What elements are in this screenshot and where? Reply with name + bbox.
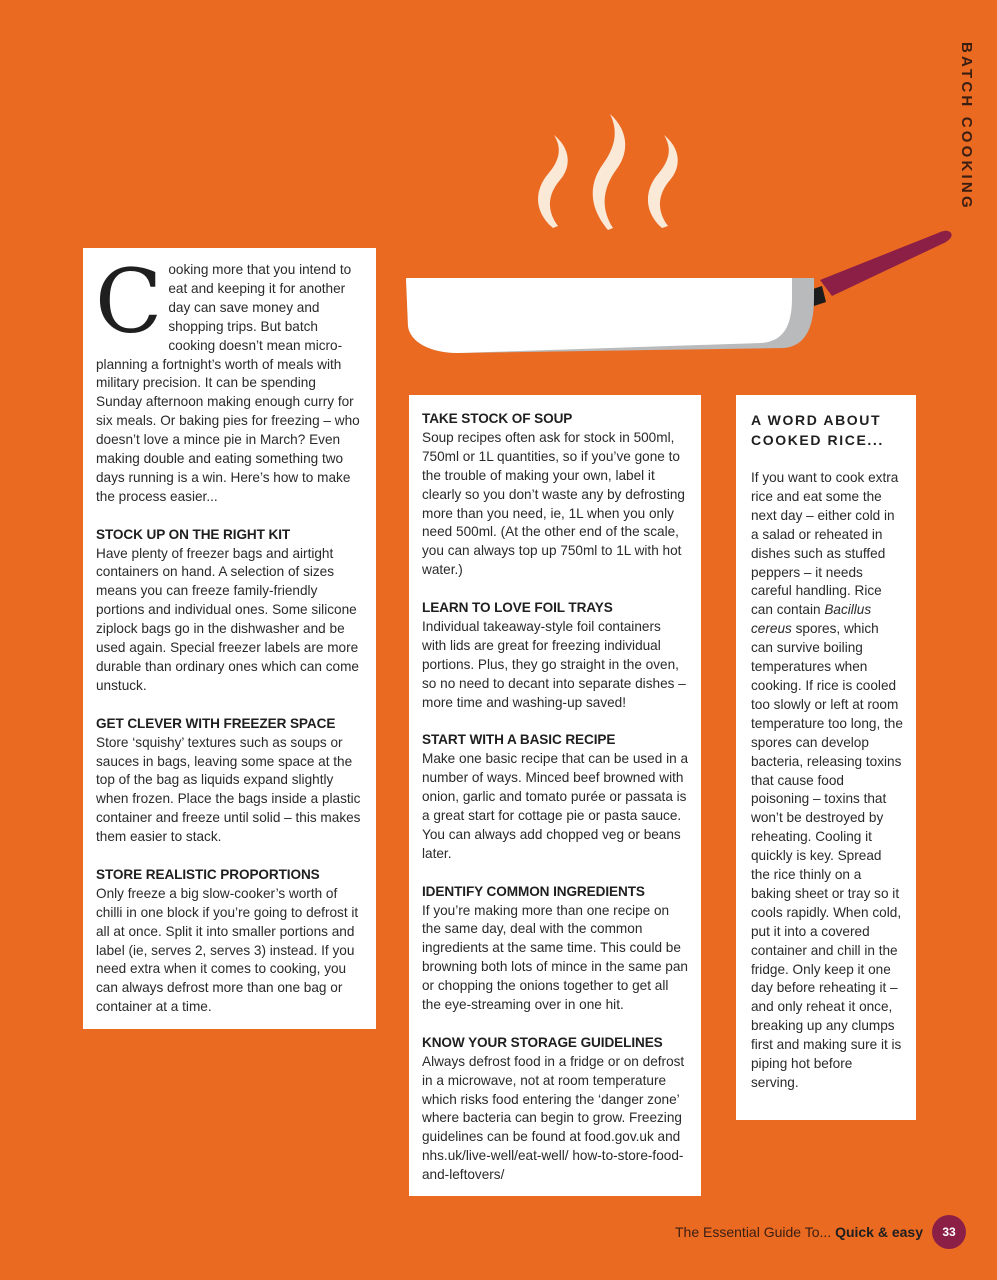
section-body: If you’re making more than one recipe on the same day, deal with the common ingredients at the same time. This could be browning both lots of mince in the same pan or chopping the onions together to get all the eye-streaming over in one hit.	[422, 902, 688, 1013]
page-number: 33	[932, 1215, 966, 1249]
section-body: Always defrost food in a fridge or on defrost in a microwave, not at room temperature which risks food entering the ‘danger zone’ where bacteria can begin to grow. Freezing guidelines can be found at food.gov.uk and nhs.uk/live-well/eat-well/ how-to-store-food-and-leftovers/	[422, 1053, 685, 1183]
footer-topic: Quick & easy	[835, 1224, 923, 1240]
intro-text: ooking more that you intend to eat and keeping it for another day can save money and shopping trips. But batch cooking doesn’t mean micro-planning a fortnight’s worth of meals with military precision. It can be spending Sunday afternoon making enough curry for six meals. Or baking pies for freezing – who doesn’t love a mince pie in March? Even making double and eating something two days running is a win. Here’s how to make the process easier...	[96, 262, 360, 504]
section-body: Soup recipes often ask for stock in 500ml, 750ml or 1L quantities, so if you’ve gone to the trouble of making your own, label it clearly so you don’t waste any by defrosting more than you need, ie, 1L when you only need 500ml. (At the other end of the scale, you can always top up 750ml to 1L with hot water.)	[422, 429, 685, 578]
footer-series: The Essential Guide To...	[675, 1224, 832, 1240]
frying-pan-icon	[406, 231, 952, 353]
steam-icon	[538, 114, 678, 230]
frying-pan-illustration	[400, 100, 997, 370]
section-heading: STOCK UP ON THE RIGHT KIT	[96, 526, 291, 542]
aside-body-text: spores, which can survive boiling temperatures when cooking. If rice is cooled too slowly or left at room temperature too long, the spores can develop bacteria, releasing toxins that cause food poisoning – toxins that won’t be destroyed by reheating. Cooling it quickly is key. Spread the rice thinly on a baking sheet or tray so it cools rapidly. When cold, put it into a covered container and chill in the fridge. Only keep it one day before reheating it – and only reheat it once, breaking up any clumps first and making sure it is piping hot before serving.	[751, 621, 903, 1090]
section-body: Individual takeaway-style foil containers with lids are great for freezing individual portions. Plus, they go straight in the oven, so no need to decant into separate dishes – more time and washing-up saved!	[422, 618, 686, 710]
section-heading: STORE REALISTIC PROPORTIONS	[96, 866, 320, 882]
aside-title: A WORD ABOUT COOKED RICE...	[751, 412, 884, 448]
intro-paragraph	[95, 250, 363, 507]
section-body: Make one basic recipe that can be used in a number of ways. Minced beef browned with onion, garlic and tomato purée or passata is a great start for cottage pie or pasta sauce. You can always add chopped veg or beans later.	[422, 751, 689, 861]
section-heading: TAKE STOCK OF SOUP	[422, 411, 573, 426]
intro-column	[83, 248, 376, 1029]
section-heading: START WITH A BASIC RECIPE	[422, 732, 616, 748]
aside-body-italic: Bacillus cereus	[751, 602, 872, 637]
tips-column	[409, 395, 701, 1196]
section-body: Only freeze a big slow-cooker’s worth of chilli in one block if you’re going to defrost it all at once. Split it into smaller portions and label (ie, serves 2, serves 3) instead. If you need extra when it comes to cooking, you can always defrost more than one bag or container at a time.	[96, 885, 359, 1015]
section-heading: LEARN TO LOVE FOIL TRAYS	[422, 600, 613, 616]
section-heading: IDENTIFY COMMON INGREDIENTS	[422, 883, 645, 899]
section-tag: BATCH COOKING	[958, 42, 975, 211]
rice-aside	[736, 395, 916, 1120]
section-heading: GET CLEVER WITH FREEZER SPACE	[96, 715, 336, 731]
page-footer	[675, 1222, 923, 1242]
aside-body-text: If you want to cook extra rice and eat some the next day – either cold in a salad or reheated in dishes such as stuffed peppers – it needs careful handling. Rice can contain	[751, 470, 899, 618]
section-body: Have plenty of freezer bags and airtight containers on hand. A selection of sizes means you can freeze family-friendly portions and individual ones. Some silicone ziplock bags go in the dishwasher and be used again. Special freezer labels are more durable than ordinary ones which can come unstuck.	[96, 545, 359, 693]
drop-cap: C	[95, 250, 163, 353]
aside-body	[751, 469, 903, 1093]
section-body: Store ‘squishy’ textures such as soups or sauces in bags, leaving some space at the top of the bag as liquids expand slightly when frozen. Place the bags inside a plastic container and freeze until solid – this makes them easier to stack.	[96, 734, 361, 845]
section-heading: KNOW YOUR STORAGE GUIDELINES	[422, 1034, 663, 1050]
